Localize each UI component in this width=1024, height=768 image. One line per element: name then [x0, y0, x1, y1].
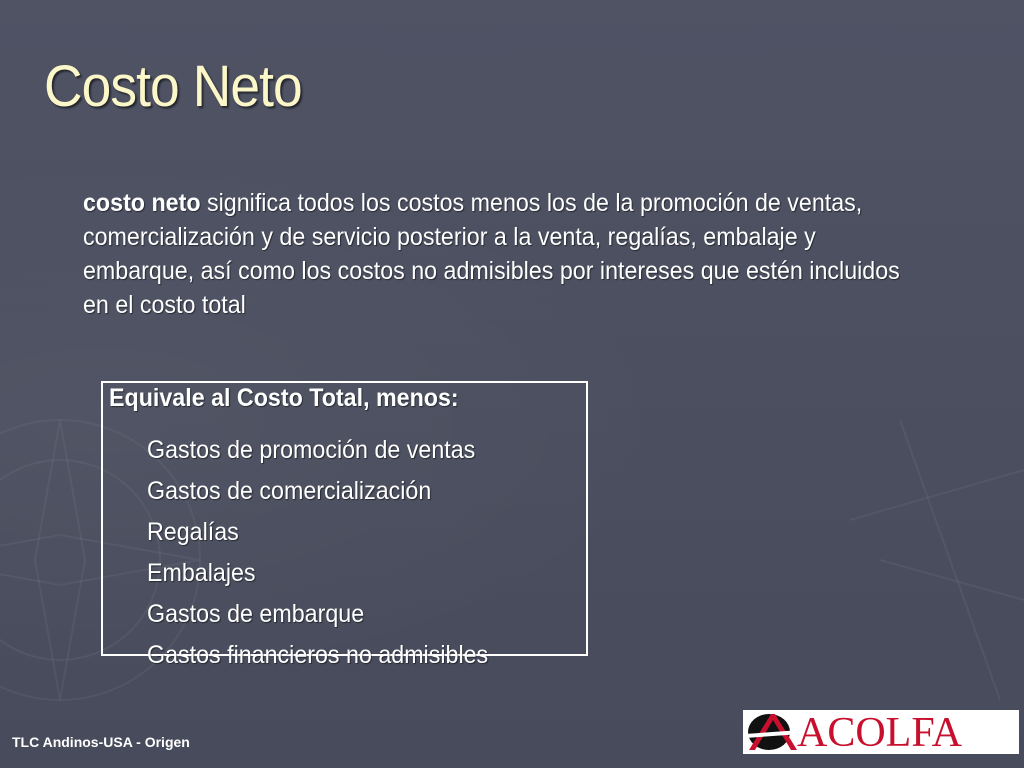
- logo-wordmark: ACOLFA: [797, 710, 962, 756]
- deductions-list: [147, 430, 514, 676]
- list-item: Gastos financieros no admisibles: [147, 641, 489, 669]
- list-item: Regalías: [147, 518, 239, 546]
- deductions-heading: Equivale al Costo Total, menos:: [109, 384, 459, 412]
- acolfa-logo: [743, 710, 1019, 754]
- list-item: Embalajes: [147, 559, 256, 587]
- footer-text: TLC Andinos-USA - Origen: [12, 734, 190, 750]
- definition-text: significa todos los costos menos los de la promoción de ventas, comercialización y de servicio posterior a la venta, regalías, embalaje y embarque, así como los costos no admisibles por intereses que estén incluidos en el costo total: [83, 189, 900, 319]
- definition-paragraph: [83, 186, 920, 322]
- list-item: Gastos de embarque: [147, 600, 365, 628]
- list-item: Gastos de comercialización: [147, 477, 432, 505]
- definition-term: costo neto: [83, 189, 201, 217]
- slide-title: Costo Neto: [44, 54, 302, 119]
- list-item: Gastos de promoción de ventas: [147, 436, 476, 464]
- logo-emblem-icon: [745, 710, 801, 754]
